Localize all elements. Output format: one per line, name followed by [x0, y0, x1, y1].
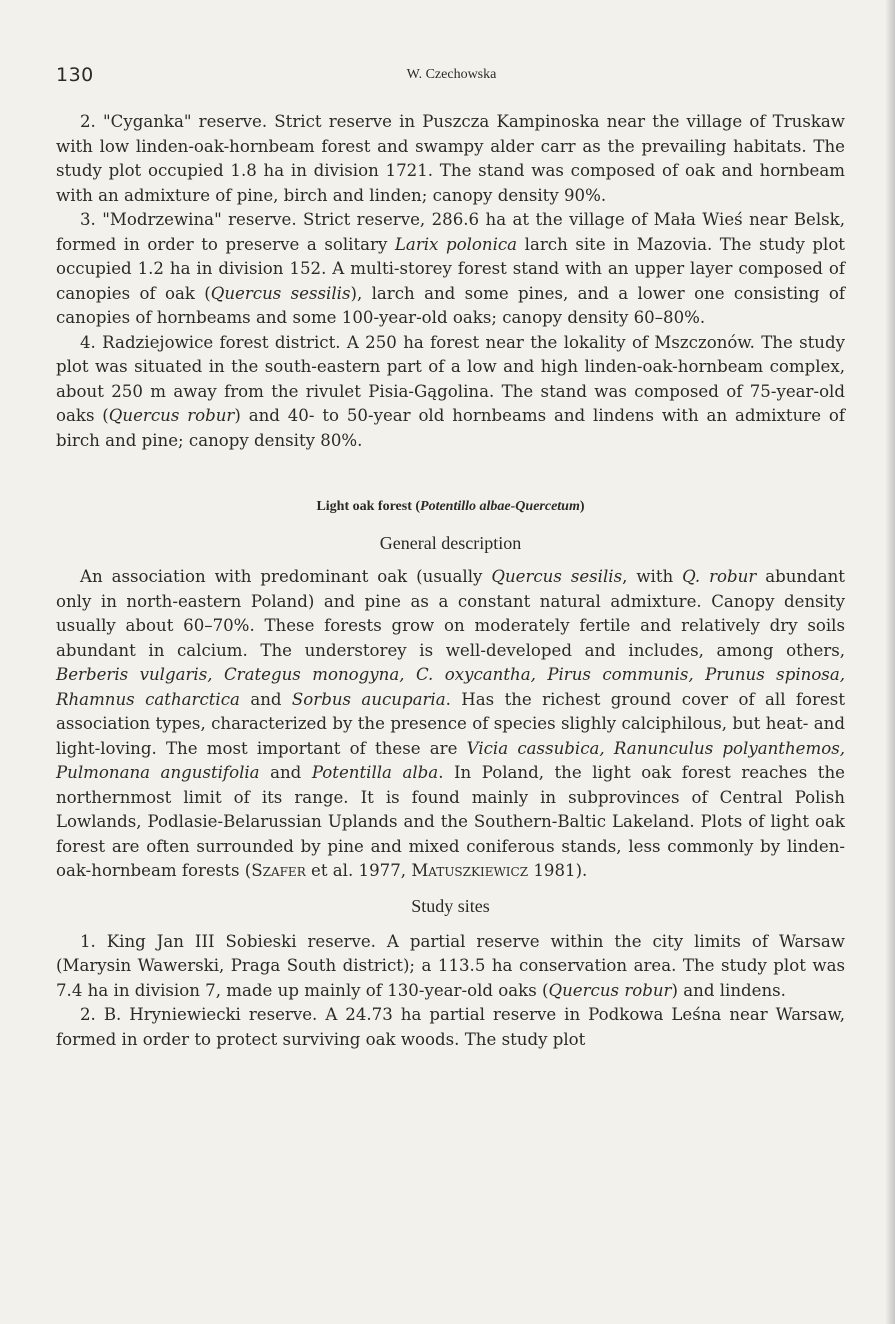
- species-name: Quercus sesilis: [491, 567, 623, 586]
- paragraph-cyganka-reserve: 2. "Cyganka" reserve. Strict reserve in Puszcza Kampinoska near the village of Truskaw with low linden-oak-hornbeam forest and swampy alder carr as the prevailing habitats. The study plot occupied 1.8 ha in division 1721. The stand was composed of oak and hornbeam with an admixture of pine, birch and linden; canopy density 90%.: [56, 112, 845, 205]
- subheading-general-description: General description: [379, 533, 522, 553]
- running-header: [56, 64, 847, 88]
- paragraph-radziejowice-district: 4. Radziejowice forest district. A 250 ha forest near the lokality of Mszczonów. The study plot was situated in the south-eastern part of a low and high linden-oak-hornbeam complex, about 250 m away from the rivulet Pisia-Gągolina. The stand was composed of 75-year-old oaks (Quercus robur) and 40- to 50-year old hornbeams and lindens with an admixture of birch and pine; canopy density 80%.: [56, 332, 845, 450]
- paragraph-hryniewiecki-reserve: 2. B. Hryniewiecki reserve. A 24.73 ha partial reserve in Podkowa Leśna near Warsaw, formed in order to protect surviving oak woods. The study plot: [56, 1005, 845, 1049]
- species-name: Quercus robur: [548, 980, 672, 1000]
- paragraph-sobieski-reserve: 1. King Jan III Sobieski reserve. A partial reserve within the city limits of Warsaw (Marysin Wawerski, Praga South district); a 113.5 ha conservation area. The study plot was 7.4 ha in division 7, made up mainly of 130-year-old oaks (Quercus robur) and lindens.: [56, 931, 845, 1000]
- page-edge-shadow: [885, 0, 895, 1324]
- page-number: 130: [56, 64, 94, 86]
- species-name: Quercus sessilis: [210, 283, 351, 303]
- species-name: Potentilla alba: [311, 763, 439, 782]
- body-text: [56, 110, 845, 1052]
- paragraph-general-description: An association with predominant oak (usually Quercus sesilis, with Q. robur abundant only in north-eastern Poland) and pine as a constant natural admixture. Canopy density usually about 60–70%. These forests grow on moderately fertile and relatively dry soils abundant in calcium. The understorey is well-developed and includes, among others, Berberis vulgaris, Crategus monogyna, C. oxycantha, Pirus communis, Prunus spinosa, Rhamnus catharctica and Sorbus aucuparia. Has the richest ground cover of all forest association types, characterized by the presence of species slighly calciphilous, but heat- and light-loving. The most important of these are Vicia cassubica, Ranunculus polyanthemos, Pulmonana angustifolia and Potentilla alba. In Poland, the light oak forest reaches the northernmost limit of its range. It is found mainly in subprovinces of Central Polish Lowlands, Podlasie-Belarussian Uplands and the Southern-Baltic Lakeland. Plots of light oak forest are often surrounded by pine and mixed coniferous stands, less commonly by linden-oak-hornbeam forests (Szafer et al. 1977, Matuszkiewicz 1981).: [56, 567, 845, 880]
- species-list: Vicia cassubica, Ranunculus polyanthemos, Pulmonana angustifolia: [56, 738, 845, 782]
- running-author: W. Czechowska: [406, 67, 497, 82]
- citation-author: Szafer: [251, 861, 306, 880]
- section-title: Light oak forest (Potentillo albae-Quercetum): [316, 499, 585, 514]
- species-name: Q. robur: [682, 567, 757, 586]
- species-name: Sorbus aucuparia: [291, 689, 446, 709]
- species-name: Larix polonica: [394, 234, 518, 254]
- paragraph-modrzewina-reserve: 3. "Modrzewina" reserve. Strict reserve, 286.6 ha at the village of Mała Wieś near Belsk, formed in order to preserve a solitary Larix polonica larch site in Mazovia. The study plot occupied 1.2 ha in division 152. A multi-storey forest stand with an upper layer composed of canopies of oak (Quercus sessilis), larch and some pines, and a lower one consisting of canopies of hornbeams and some 100-year-old oaks; canopy density 60–80%.: [56, 210, 846, 327]
- species-list: Berberis vulgaris, Crategus monogyna, C. oxycantha, Pirus communis, Prunus spinosa, Rhamnus catharctica: [56, 665, 845, 709]
- subheading-study-sites: Study sites: [411, 895, 490, 916]
- citation-author: Matuszkiewicz: [411, 861, 529, 880]
- species-name: Quercus robur: [108, 406, 235, 425]
